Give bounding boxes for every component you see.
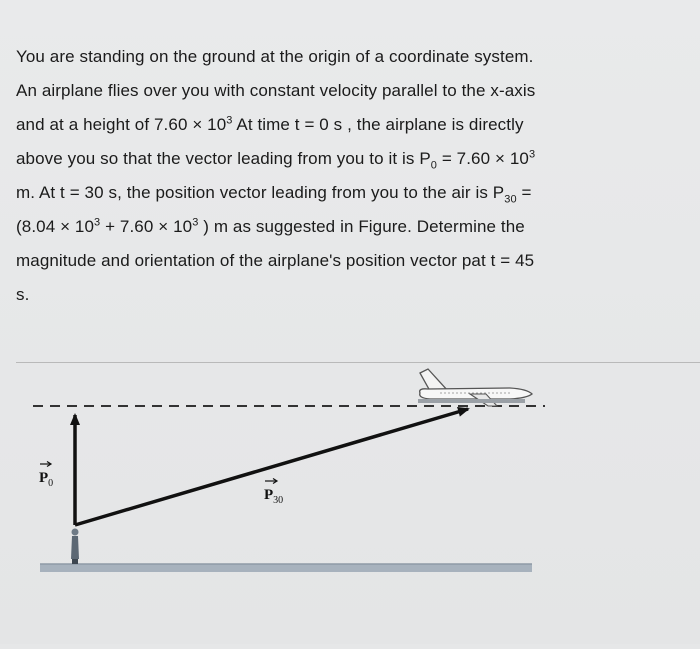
vector-diagram [0, 363, 700, 644]
svg-text:P0: $P_0$ [39, 470, 54, 489]
problem-line-8: s. [16, 285, 30, 304]
ground [40, 564, 532, 572]
p0-label [39, 462, 53, 490]
figure [0, 363, 700, 644]
problem-line-5: m. At t = 30 s, the position vector leading from you to the air is $P_{30}$ = [16, 183, 532, 206]
problem-line-6: ($8.04 \times 10^3 + 7.60 \times 10^3$ ) m as suggested in Figure. Determine the [16, 216, 525, 236]
problem-line-7: magnitude and orientation of the airplane's position vector pat t = 45 [16, 251, 535, 270]
problem-line-2: An airplane flies over you with constant velocity parallel to the x-axis [16, 81, 536, 100]
p30-vector-arrow [75, 409, 468, 525]
person-icon [71, 529, 79, 565]
problem-statement [16, 40, 666, 312]
airplane-icon [418, 369, 532, 406]
p30-label [264, 479, 283, 507]
problem-line-3: and at a height of $7.60 \times 10^3$ At time t = 0 s , the airplane is directly [16, 114, 524, 134]
problem-line-4: above you so that the vector leading from you to it is $P_0 = 7.60 \times 10^3$ [16, 148, 536, 172]
svg-text:P30: $P_{30}$ [264, 487, 284, 506]
problem-line-1: You are standing on the ground at the origin of a coordinate system. [16, 47, 534, 66]
